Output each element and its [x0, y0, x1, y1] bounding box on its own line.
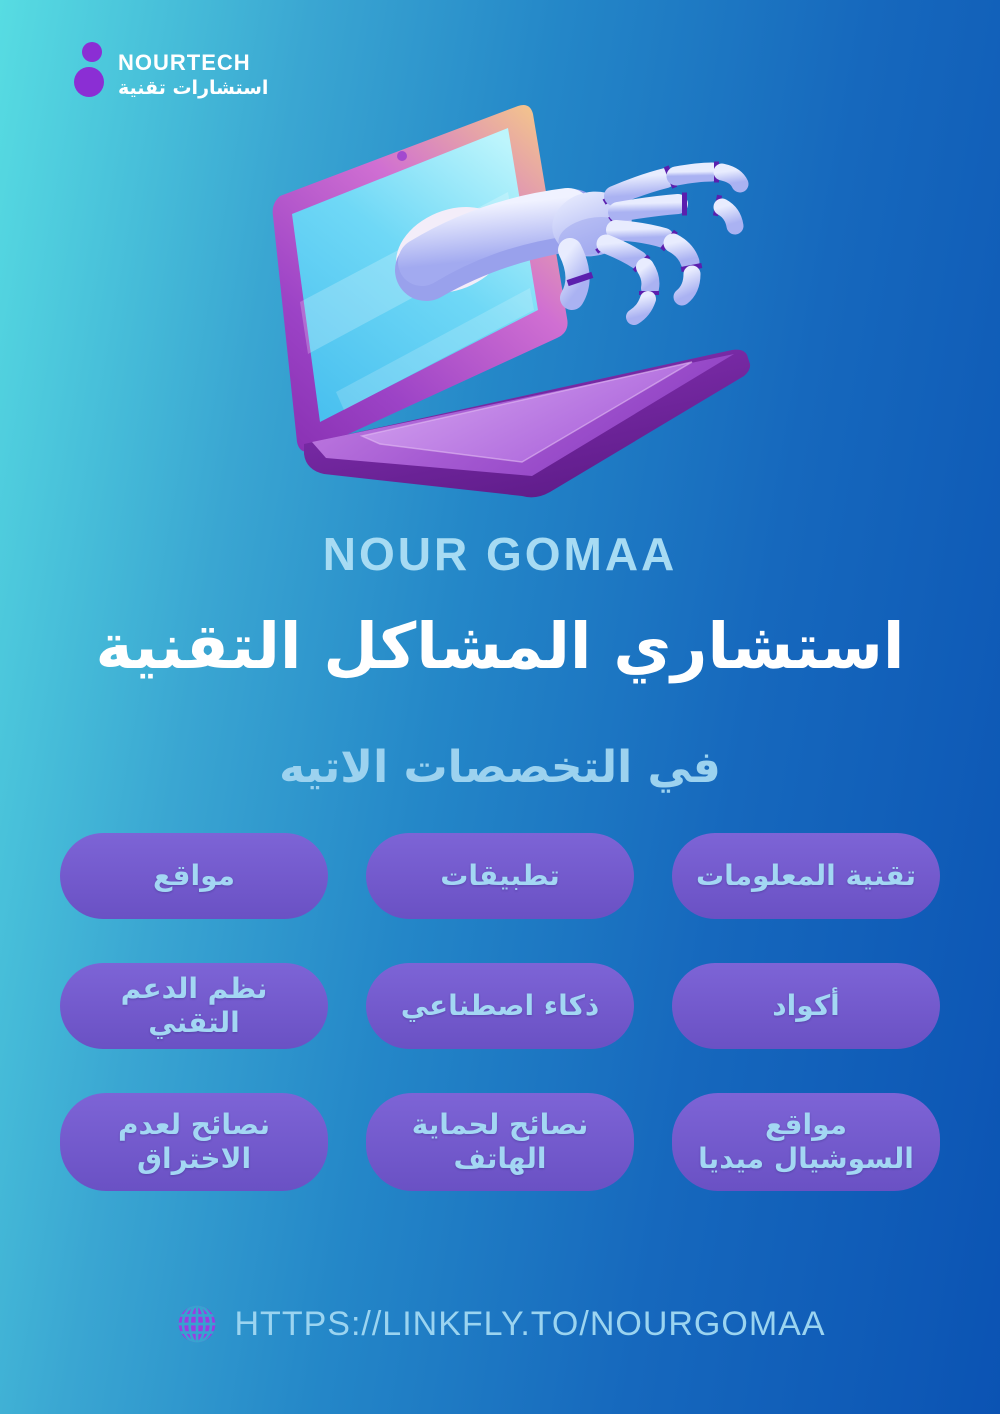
pill-tech-support[interactable]: نظم الدعم التقني: [60, 963, 328, 1049]
pill-apps[interactable]: تطبيقات: [366, 833, 634, 919]
pill-social-media[interactable]: مواقع السوشيال ميديا: [672, 1093, 940, 1191]
pill-ai[interactable]: ذكاء اصطناعي: [366, 963, 634, 1049]
pill-codes[interactable]: أكواد: [672, 963, 940, 1049]
footer: [0, 1302, 1000, 1346]
pill-anti-hacking[interactable]: نصائح لعدم الاختراق: [60, 1093, 328, 1191]
brand: [72, 40, 268, 110]
pill-phone-protection[interactable]: نصائح لحماية الهاتف: [366, 1093, 634, 1191]
person-name: NOUR GOMAA: [322, 528, 678, 580]
brand-tagline: استشارات تقنية: [118, 76, 269, 99]
pill-websites[interactable]: مواقع: [60, 833, 328, 919]
brand-logo-icon: [72, 40, 108, 110]
footer-url[interactable]: HTTPS://LINKFLY.TO/NOURGOMAA: [234, 1304, 826, 1343]
specialties-grid: [60, 833, 940, 1191]
globe-icon: [175, 1302, 219, 1346]
headline: استشاري المشاكل التقنية: [95, 610, 905, 683]
brand-name: NOURTECH: [118, 50, 251, 76]
webcam-dot: [397, 151, 407, 161]
pill-it[interactable]: تقنية المعلومات: [672, 833, 940, 919]
subheadline: في التخصصات الاتيه: [279, 742, 721, 793]
laptop-robot-hand-illustration: [240, 92, 760, 512]
